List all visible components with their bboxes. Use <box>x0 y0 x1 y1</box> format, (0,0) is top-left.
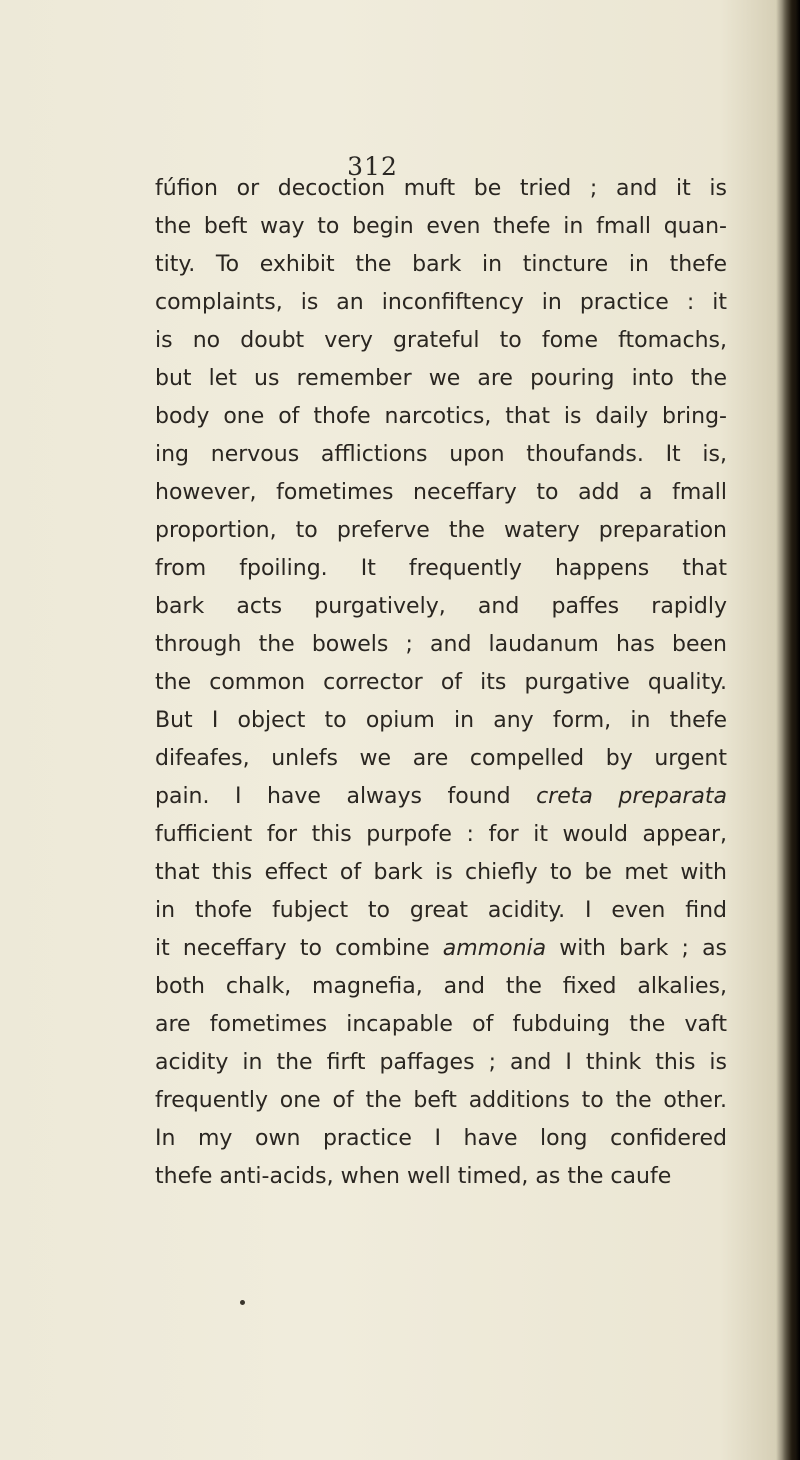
ink-speck <box>240 1300 245 1305</box>
page-number: 312 <box>347 152 398 181</box>
text-line <box>155 778 727 816</box>
text-line: tity. To exhibit the bark in tincture in thefe <box>155 252 727 277</box>
text-line: that this effect of bark is chiefly to be met with <box>155 860 727 885</box>
text-line: In my own practice I have long confidered <box>155 1126 727 1151</box>
text-line <box>155 930 727 968</box>
text-line: however, fometimes neceffary to add a fmall <box>155 480 727 505</box>
text-line: but let us remember we are pouring into the <box>155 366 727 391</box>
italic-term: ammonia <box>442 936 547 961</box>
text-line: in thofe fubject to great acidity. I even find <box>155 898 727 923</box>
body-text <box>155 170 727 1196</box>
text-segment: pain. I have always found <box>155 784 537 809</box>
text-line: fúfion or decoction muft be tried ; and it is <box>155 176 727 201</box>
text-line: from fpoiling. It frequently happens that <box>155 556 727 581</box>
text-line: are fometimes incapable of fubduing the vaft <box>155 1012 727 1037</box>
text-line: the beft way to begin even thefe in fmall quan- <box>155 214 727 239</box>
text-line: body one of thofe narcotics, that is daily bring- <box>155 404 727 429</box>
text-line: the common corrector of its purgative quality. <box>155 670 727 695</box>
text-line: is no doubt very grateful to fome ftomachs, <box>155 328 727 353</box>
text-line: bark acts purgatively, and paffes rapidly <box>155 594 727 619</box>
text-segment: it neceffary to combine <box>155 936 443 961</box>
text-line: ing nervous afflictions upon thoufands. It is, <box>155 442 727 467</box>
text-line: fufficient for this purpofe : for it would appear, <box>155 822 727 847</box>
text-segment: with bark ; as <box>546 936 728 961</box>
text-line: through the bowels ; and laudanum has been <box>155 632 727 657</box>
text-line: proportion, to preferve the watery preparation <box>155 518 727 543</box>
text-line: difeafes, unlefs we are compelled by urgent <box>155 746 727 771</box>
italic-term: creta preparata <box>536 784 727 809</box>
text-line: acidity in the firft paffages ; and I think this is <box>155 1050 727 1075</box>
text-line: both chalk, magnefia, and the fixed alkalies, <box>155 974 727 999</box>
text-line: thefe anti-acids, when well timed, as the caufe <box>155 1164 672 1189</box>
page-edge-shadow <box>782 0 800 1460</box>
text-line: frequently one of the beft additions to the other. <box>155 1088 727 1113</box>
text-line: complaints, is an inconfiftency in practice : it <box>155 290 727 315</box>
text-line: But I object to opium in any form, in thefe <box>155 708 727 733</box>
